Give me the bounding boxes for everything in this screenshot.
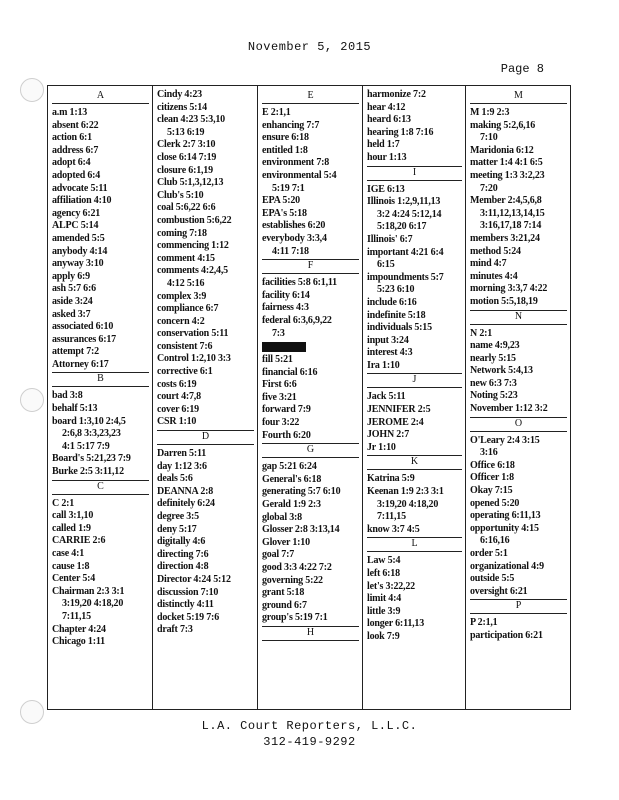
index-entry: anybody 4:14: [52, 245, 108, 257]
index-entry: Member 2:4,5,6,8: [470, 195, 542, 207]
index-entry: grant 5:18: [262, 587, 305, 599]
index-entry: complex 3:9: [157, 290, 207, 302]
index-entry: good 3:3 4:22 7:2: [262, 562, 332, 573]
index-entry: EPA 5:20: [262, 195, 300, 207]
index-entry: a.m 1:13: [52, 107, 88, 118]
index-entry: limit 4:4: [367, 593, 402, 605]
index-entry: bad 3:8: [52, 390, 83, 402]
index-entry-continuation: 7:10: [480, 132, 498, 144]
index-entry: establishes 6:20: [262, 220, 326, 232]
footer: [0, 718, 619, 750]
index-entry: Jr 1:10: [367, 441, 396, 453]
index-entry: distinctly 4:11: [157, 599, 214, 611]
index-entry: left 6:18: [367, 568, 400, 579]
index-entry: forward 7:9: [262, 404, 311, 416]
section-letter-header: P: [470, 599, 567, 614]
index-entry: harmonize 7:2: [367, 89, 426, 100]
index-entry: Chicago 1:11: [52, 636, 105, 648]
index-column-1: [48, 86, 152, 709]
index-entry: docket 5:19 7:6: [157, 611, 219, 623]
index-entry: motion 5:5,18,19: [470, 295, 538, 307]
index-entry: individuals 5:15: [367, 322, 432, 334]
index-entry: participation 6:21: [470, 629, 543, 641]
index-entry: financial 6:16: [262, 366, 318, 378]
section-letter-header: C: [52, 480, 149, 495]
index-entry: Jack 5:11: [367, 391, 406, 403]
index-entry: little 3:9: [367, 605, 401, 617]
index-entry: ensure 6:18: [262, 132, 309, 144]
index-column-2: [152, 86, 257, 709]
index-entry: associated 6:10: [52, 321, 114, 333]
index-entry: gap 5:21 6:24: [262, 461, 317, 473]
index-entry: close 6:14 7:19: [157, 151, 217, 163]
index-entry: apply 6:9: [52, 270, 90, 282]
index-entry: behalf 5:13: [52, 403, 98, 415]
index-entry: closure 6:1,19: [157, 164, 213, 176]
index-entry: definitely 6:24: [157, 498, 215, 510]
index-entry: adopted 6:4: [52, 169, 101, 181]
index-entry: General's 6:18: [262, 473, 322, 485]
index-entry: generating 5:7 6:10: [262, 486, 341, 498]
section-letter-header: J: [367, 373, 462, 388]
index-entry: look 7:9: [367, 630, 400, 642]
index-entry: morning 3:3,7 4:22: [470, 283, 548, 295]
section-letter-header: D: [157, 430, 254, 445]
index-entry: facilities 5:8 6:1,11: [262, 277, 337, 289]
index-entry-continuation: 7:11,15: [62, 610, 91, 622]
index-entry: First 6:6: [262, 379, 297, 391]
index-entry: group's 5:19 7:1: [262, 612, 328, 624]
index-entry: know 3:7 4:5: [367, 523, 420, 535]
index-entry: four 3:22: [262, 417, 300, 429]
index-entry-continuation: 3:19,20 4:18,20: [62, 598, 124, 610]
index-entry: Glover 1:10: [262, 536, 310, 548]
index-entry-continuation: 3:2 4:24 5:12,14: [377, 208, 442, 220]
index-entry: Club's 5:10: [157, 189, 204, 201]
index-entry-continuation: 5:13 6:19: [167, 126, 205, 138]
section-letter-header: K: [367, 455, 462, 470]
index-entry: Maridonia 6:12: [470, 144, 534, 156]
index-entry: address 6:7: [52, 144, 99, 156]
index-entry: nearly 5:15: [470, 352, 516, 364]
index-entry: absent 6:22: [52, 119, 99, 131]
index-entry: DEANNA 2:8: [157, 485, 214, 497]
section-letter-header: B: [52, 372, 149, 387]
index-entry: Cindy 4:23: [157, 89, 202, 100]
index-entry: deals 5:6: [157, 473, 193, 485]
index-entry-continuation: 4:11 7:18: [272, 245, 309, 257]
index-entry: CSR 1:10: [157, 416, 197, 428]
index-entry: entitled 1:8: [262, 144, 308, 156]
index-entry: method 5:24: [470, 245, 521, 257]
index-entry: draft 7:3: [157, 624, 193, 636]
index-entry: Okay 7:15: [470, 485, 513, 497]
index-entry: meeting 1:3 3:2,23: [470, 169, 545, 181]
index-entry: CARRIE 2:6: [52, 535, 106, 547]
index-column-3: [257, 86, 362, 709]
index-entry: hear 4:12: [367, 101, 406, 113]
index-entry: Noting 5:23: [470, 390, 518, 402]
index-entry: assurances 6:17: [52, 333, 116, 345]
index-entry: environmental 5:4: [262, 169, 337, 181]
index-entry: minutes 4:4: [470, 270, 518, 282]
index-entry: ALPC 5:14: [52, 220, 99, 232]
section-letter-header: A: [52, 90, 149, 104]
index-entry: cause 1:8: [52, 560, 90, 572]
footer-phone: 312-419-9292: [263, 735, 356, 749]
index-entry: M 1:9 2:3: [470, 107, 510, 118]
index-entry: amended 5:5: [52, 232, 105, 244]
index-entry: affiliation 4:10: [52, 195, 112, 207]
punch-hole-top: [20, 78, 44, 102]
index-entry-continuation: 6:16,16: [480, 535, 510, 547]
index-entry: held 1:7: [367, 139, 400, 151]
index-entry: concern 4:2: [157, 315, 205, 327]
index-entry: important 4:21 6:4: [367, 246, 444, 258]
index-entry: Center 5:4: [52, 573, 96, 585]
index-entry: hearing 1:8 7:16: [367, 126, 434, 138]
index-entry: outside 5:5: [470, 573, 515, 585]
index-entry-continuation: 6:15: [377, 259, 395, 271]
index-entry: direction 4:8: [157, 561, 209, 573]
index-entry: board 1:3,10 2:4,5: [52, 415, 126, 427]
index-entry: goal 7:7: [262, 549, 295, 561]
index-entry: Glosser 2:8 3:13,14: [262, 524, 340, 536]
section-letter-header: H: [262, 626, 359, 641]
index-entry: name 4:9,23: [470, 340, 520, 352]
index-entry: IGE 6:13: [367, 183, 405, 195]
index-entry: operating 6:11,13: [470, 510, 541, 522]
footer-company: L.A. Court Reporters, L.L.C.: [201, 719, 418, 733]
index-entry: digitally 4:6: [157, 536, 206, 548]
index-entry: Fourth 6:20: [262, 429, 311, 441]
index-entry: commencing 1:12: [157, 240, 229, 252]
index-entry: attempt 7:2: [52, 346, 99, 358]
index-entry: discussion 7:10: [157, 586, 219, 598]
index-entry: aside 3:24: [52, 295, 93, 307]
index-entry: order 5:1: [470, 548, 508, 559]
index-entry: conservation 5:11: [157, 328, 229, 340]
section-letter-header: I: [367, 166, 462, 181]
index-entry: EPA's 5:18: [262, 207, 307, 219]
index-entry: consistent 7:6: [157, 340, 213, 352]
index-entry: Network 5:4,13: [470, 365, 533, 377]
index-entry: federal 6:3,6,9,22: [262, 314, 332, 326]
index-entry: Law 5:4: [367, 555, 401, 567]
index-entry: Illinois 1:2,9,11,13: [367, 196, 441, 208]
header-date: November 5, 2015: [247, 40, 372, 54]
index-entry: JENNIFER 2:5: [367, 404, 431, 416]
index-entry-continuation: 5:19 7:1: [272, 182, 305, 194]
index-entry: five 3:21: [262, 391, 297, 403]
index-entry: JEROME 2:4: [367, 416, 424, 428]
index-entry: Chapter 4:24: [52, 623, 106, 635]
index-entry: fill 5:21: [262, 354, 293, 366]
index-entry: citizens 5:14: [157, 101, 207, 113]
index-entry-continuation: 5:23 6:10: [377, 284, 415, 296]
index-entry: compliance 6:7: [157, 303, 219, 315]
index-entry: let's 3:22,22: [367, 580, 415, 592]
index-entry: Club 5:1,3,12,13: [157, 177, 224, 189]
section-letter-header: O: [470, 417, 567, 432]
index-entry-continuation: 4:1 5:17 7:9: [62, 440, 110, 452]
section-letter-header: N: [470, 310, 567, 325]
index-entry: degree 3:5: [157, 511, 199, 522]
index-entry: clean 4:23 5:3,10: [157, 114, 225, 126]
index-entry: Ira 1:10: [367, 359, 400, 371]
index-entry: directing 7:6: [157, 548, 209, 560]
index-entry: opportunity 4:15: [470, 522, 539, 534]
index-entry: Board's 5:21,23 7:9: [52, 453, 131, 465]
index-entry: E 2:1,1: [262, 107, 291, 118]
index-entry: ground 6:7: [262, 599, 307, 611]
index-entry: interest 4:3: [367, 347, 413, 359]
index-entry-continuation: 3:11,12,13,14,15: [480, 207, 545, 219]
index-entry: hour 1:13: [367, 151, 407, 163]
index-entry: opened 5:20: [470, 497, 520, 509]
index-entry-continuation: 4:12 5:16: [167, 277, 205, 289]
index-entry-continuation: 3:19,20 4:18,20: [377, 498, 439, 510]
index-entry: call 3:1,10: [52, 510, 94, 522]
index-entry: oversight 6:21: [470, 585, 528, 597]
index-entry-continuation: 3:16,17,18 7:14: [480, 220, 542, 232]
index-entry: include 6:16: [367, 296, 417, 308]
index-entry: heard 6:13: [367, 114, 411, 126]
index-entry: Illinois' 6:7: [367, 233, 413, 245]
index-entry: global 3:8: [262, 511, 302, 523]
index-entry-continuation: 5:18,20 6:17: [377, 221, 427, 233]
index-entry: Control 1:2,10 3:3: [157, 353, 231, 365]
index-entry: everybody 3:3,4: [262, 232, 327, 244]
punch-hole-middle: [20, 388, 44, 412]
index-entry: coal 5:6,22 6:6: [157, 202, 216, 214]
index-entry: Chairman 2:3 3:1: [52, 585, 125, 597]
index-entry: facility 6:14: [262, 289, 310, 301]
index-entry: Clerk 2:7 3:10: [157, 139, 216, 151]
index-entry: called 1:9: [52, 522, 91, 534]
index-entry: input 3:24: [367, 334, 409, 346]
index-entry: coming 7:18: [157, 227, 207, 239]
index-entry: deny 5:17: [157, 523, 197, 535]
index-entry: making 5:2,6,16: [470, 119, 536, 131]
index-column-4: [362, 86, 465, 709]
index-entry: fairness 4:3: [262, 302, 309, 314]
index-entry: court 4:7,8: [157, 391, 201, 403]
index-entry: Officer 1:8: [470, 472, 514, 484]
index-entry: C 2:1: [52, 497, 75, 509]
index-entry: Director 4:24 5:12: [157, 573, 231, 585]
index-entry-continuation: 2:6,8 3:3,23,23: [62, 428, 121, 440]
index-entry: Office 6:18: [470, 459, 515, 471]
index-entry: day 1:12 3:6: [157, 460, 207, 472]
index-entry: agency 6:21: [52, 207, 101, 219]
index-entry: anyway 3:10: [52, 258, 104, 270]
index-entry: Attorney 6:17: [52, 358, 109, 370]
index-entry: governing 5:22: [262, 574, 323, 586]
section-letter-header: M: [470, 90, 567, 104]
index-entry: organizational 4:9: [470, 560, 544, 572]
index-entry-continuation: 7:11,15: [377, 511, 406, 523]
index-entry-continuation: 7:3: [272, 327, 285, 339]
section-letter-header: E: [262, 90, 359, 104]
index-entry: corrective 6:1: [157, 366, 213, 378]
index-entry: advocate 5:11: [52, 182, 108, 194]
index-entry: longer 6:11,13: [367, 618, 425, 630]
index-entry-continuation: 7:20: [480, 182, 498, 194]
index-entry: action 6:1: [52, 132, 92, 144]
index-entry: members 3:21,24: [470, 232, 540, 244]
index-entry: Burke 2:5 3:11,12: [52, 466, 124, 478]
index-entry: ash 5:7 6:6: [52, 283, 96, 295]
index-entry: Gerald 1:9 2:3: [262, 499, 321, 511]
index-entry: impoundments 5:7: [367, 271, 444, 283]
index-entry: costs 6:19: [157, 378, 197, 390]
index-entry: comments 4:2,4,5: [157, 265, 228, 277]
index-entry: adopt 6:4: [52, 157, 91, 169]
index-entry: Darren 5:11: [157, 448, 206, 460]
index-entry: indefinite 5:18: [367, 309, 426, 321]
index-entry: enhancing 7:7: [262, 119, 320, 131]
section-letter-header: F: [262, 259, 359, 274]
word-index-table: [47, 85, 571, 710]
index-entry: new 6:3 7:3: [470, 377, 517, 389]
index-entry: P 2:1,1: [470, 617, 498, 629]
index-entry: asked 3:7: [52, 308, 91, 320]
index-entry: mind 4:7: [470, 258, 507, 270]
index-entry: Keenan 1:9 2:3 3:1: [367, 486, 444, 498]
index-entry: environment 7:8: [262, 157, 330, 169]
index-entry: N 2:1: [470, 327, 493, 339]
index-entry: combustion 5:6,22: [157, 214, 232, 226]
index-entry: Katrina 5:9: [367, 473, 415, 485]
index-entry: November 1:12 3:2: [470, 403, 548, 415]
index-entry: comment 4:15: [157, 252, 215, 264]
redaction-bar: [262, 342, 306, 352]
page-number: Page 8: [500, 62, 544, 76]
index-entry: matter 1:4 4:1 6:5: [470, 157, 543, 169]
index-entry-continuation: 3:16: [480, 447, 498, 459]
index-entry: cover 6:19: [157, 403, 199, 415]
index-column-5: [465, 86, 570, 709]
section-letter-header: G: [262, 443, 359, 458]
section-letter-header: L: [367, 537, 462, 552]
index-entry: O'Leary 2:4 3:15: [470, 434, 540, 446]
index-entry: JOHN 2:7: [367, 429, 410, 441]
index-entry: case 4:1: [52, 548, 84, 559]
